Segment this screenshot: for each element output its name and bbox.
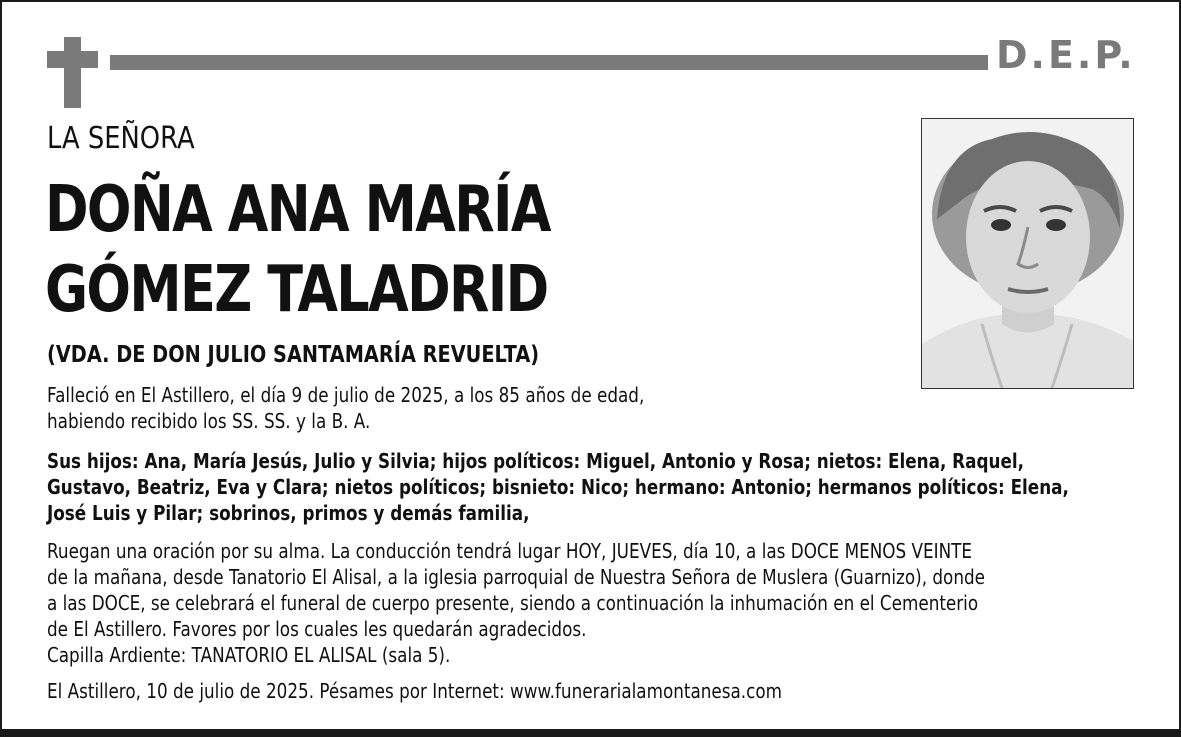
death-line-2: habiendo recibido los SS. SS. y la B. A.	[47, 409, 371, 433]
deceased-name-line1: DOÑA ANA MARÍA	[45, 173, 550, 247]
deceased-name-line2: GÓMEZ TALADRID	[45, 253, 548, 327]
death-line-1: Falleció en El Astillero, el día 9 de julio de 2025, a los 85 años de edad,	[47, 383, 645, 407]
widow-of: (VDA. DE DON JULIO SANTAMARÍA REVUELTA)	[47, 342, 540, 368]
cross-icon	[64, 37, 81, 108]
footer-line: El Astillero, 10 de julio de 2025. Pésames por Internet: www.funerarialamontanesa.com	[47, 679, 783, 703]
family-line-1: Sus hijos: Ana, María Jesús, Julio y Silvia; hijos políticos: Miguel, Antonio y Rosa; nietos: Elena, Raquel,	[47, 449, 1024, 473]
portrait-illustration	[922, 119, 1133, 388]
family-line-3: José Luis y Pilar; sobrinos, primos y demás familia,	[47, 501, 530, 525]
family-line-2: Gustavo, Beatriz, Eva y Clara; nietos políticos; bisnieto: Nico; hermano: Antonio; hermanos políticos: Elena,	[47, 475, 1069, 499]
portrait-photo	[921, 118, 1134, 389]
header-rule	[110, 55, 988, 70]
ceremony-line-4: de El Astillero. Favores por los cuales les quedarán agradecidos.	[47, 617, 587, 641]
cross-icon-bar	[47, 51, 98, 68]
ceremony-line-5: Capilla Ardiente: TANATORIO EL ALISAL (sala 5).	[47, 643, 451, 667]
dep-label: D.E.P.	[996, 33, 1136, 77]
title-prefix: LA SEÑORA	[47, 121, 195, 156]
ceremony-line-3: a las DOCE, se celebrará el funeral de cuerpo presente, siendo a continuación la inhumación en el Cementerio	[47, 591, 979, 615]
ceremony-line-1: Ruegan una oración por su alma. La conducción tendrá lugar HOY, JUEVES, día 10, a las DOCE MENOS VEINTE	[47, 539, 973, 563]
ceremony-line-2: de la mañana, desde Tanatorio El Alisal, a la iglesia parroquial de Nuestra Señora de Muslera (Guarnizo), donde	[47, 565, 985, 589]
